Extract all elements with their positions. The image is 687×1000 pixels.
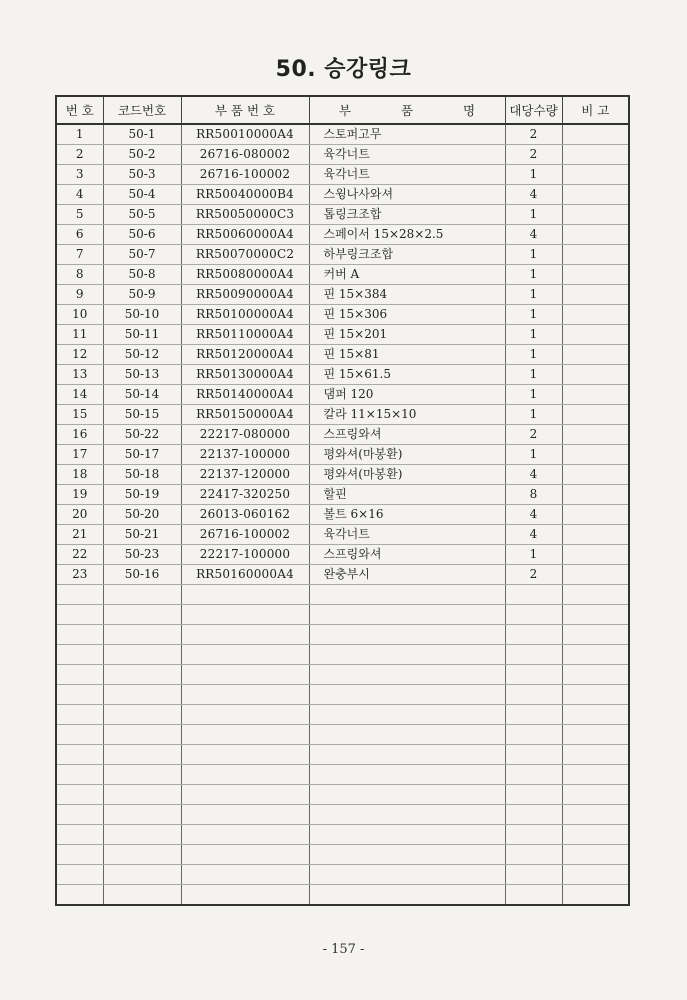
cell-remark [562,225,629,245]
cell-name: 커버 A [309,265,505,285]
cell-qty [505,845,562,865]
cell-qty: 4 [505,225,562,245]
cell-remark [562,685,629,705]
cell-code: 50-21 [103,525,181,545]
cell-name: 볼트 6×16 [309,505,505,525]
cell-remark [562,725,629,745]
cell-code [103,745,181,765]
cell-remark [562,865,629,885]
table-row [56,805,629,825]
cell-part-no [181,605,309,625]
cell-name: 육각너트 [309,525,505,545]
cell-no: 13 [56,365,103,385]
cell-no [56,705,103,725]
cell-qty: 1 [505,345,562,365]
cell-part-no: RR50130000A4 [181,365,309,385]
cell-remark [562,165,629,185]
cell-code: 50-16 [103,565,181,585]
page-number: - 157 - [322,942,365,957]
cell-code: 50-15 [103,405,181,425]
cell-code [103,805,181,825]
header-code: 코드번호 [103,96,181,124]
table-row [56,525,629,545]
cell-qty [505,685,562,705]
table-row [56,685,629,705]
cell-remark [562,805,629,825]
cell-no: 15 [56,405,103,425]
cell-code [103,605,181,625]
cell-code: 50-6 [103,225,181,245]
cell-name [309,585,505,605]
cell-qty: 1 [505,245,562,265]
cell-name: 완충부시 [309,565,505,585]
cell-name: 평와셔(마봉환) [309,465,505,485]
cell-qty [505,645,562,665]
cell-part-no: 22137-100000 [181,445,309,465]
table-row [56,245,629,265]
cell-part-no [181,625,309,645]
cell-part-no: 22417-320250 [181,485,309,505]
cell-part-no [181,825,309,845]
cell-no [56,725,103,745]
cell-code: 50-14 [103,385,181,405]
cell-remark [562,645,629,665]
cell-name: 칼라 11×15×10 [309,405,505,425]
cell-no: 12 [56,345,103,365]
cell-name: 육각너트 [309,145,505,165]
cell-name: 스프링와셔 [309,425,505,445]
cell-remark [562,205,629,225]
cell-qty: 4 [505,525,562,545]
cell-name [309,805,505,825]
cell-remark [562,185,629,205]
cell-code: 50-19 [103,485,181,505]
cell-name: 핀 15×81 [309,345,505,365]
cell-remark [562,425,629,445]
cell-name [309,865,505,885]
cell-qty: 1 [505,285,562,305]
table-row [56,465,629,485]
cell-qty: 1 [505,325,562,345]
table-row [56,565,629,585]
cell-remark [562,625,629,645]
cell-part-no: RR50080000A4 [181,265,309,285]
table-row [56,605,629,625]
table-row [56,785,629,805]
cell-no [56,665,103,685]
cell-name [309,625,505,645]
page-title: 50. 승강링크 [275,57,412,82]
table-row [56,725,629,745]
cell-part-no: RR50110000A4 [181,325,309,345]
header-no: 번 호 [56,96,103,124]
cell-remark [562,245,629,265]
cell-code [103,685,181,705]
cell-remark [562,505,629,525]
table-row [56,865,629,885]
table-row [56,825,629,845]
cell-name: 핀 15×201 [309,325,505,345]
cell-name [309,685,505,705]
table-row [56,445,629,465]
header-part-no: 부 품 번 호 [181,96,309,124]
cell-code [103,625,181,645]
cell-code: 50-10 [103,305,181,325]
table-row [56,225,629,245]
cell-code [103,705,181,725]
cell-code [103,585,181,605]
cell-code [103,825,181,845]
table-row [56,145,629,165]
cell-name: 스프링와셔 [309,545,505,565]
cell-part-no: RR50010000A4 [181,124,309,145]
cell-code: 50-1 [103,124,181,145]
table-row [56,305,629,325]
cell-part-no: RR50090000A4 [181,285,309,305]
cell-qty: 1 [505,445,562,465]
cell-no [56,645,103,665]
cell-part-no: RR50140000A4 [181,385,309,405]
cell-name [309,885,505,906]
cell-qty [505,765,562,785]
cell-remark [562,885,629,906]
cell-no [56,605,103,625]
cell-name: 핀 15×306 [309,305,505,325]
header-name: 부 품 명 [309,96,505,124]
cell-remark [562,305,629,325]
cell-name: 할핀 [309,485,505,505]
table-row [56,885,629,906]
cell-code: 50-5 [103,205,181,225]
cell-name: 하부링크조합 [309,245,505,265]
cell-name [309,745,505,765]
cell-name [309,825,505,845]
cell-code: 50-23 [103,545,181,565]
cell-no: 4 [56,185,103,205]
cell-name [309,705,505,725]
cell-qty [505,865,562,885]
cell-no [56,765,103,785]
cell-no [56,845,103,865]
cell-part-no: 22137-120000 [181,465,309,485]
cell-qty [505,605,562,625]
cell-part-no: RR50060000A4 [181,225,309,245]
cell-part-no [181,645,309,665]
cell-remark [562,565,629,585]
cell-no [56,865,103,885]
cell-remark [562,745,629,765]
cell-part-no: 26013-060162 [181,505,309,525]
cell-part-no: 26716-100002 [181,525,309,545]
cell-part-no [181,765,309,785]
cell-no: 3 [56,165,103,185]
table-row [56,165,629,185]
cell-qty: 4 [505,505,562,525]
cell-no: 20 [56,505,103,525]
table-row [56,845,629,865]
cell-part-no [181,785,309,805]
table-row [56,625,629,645]
cell-qty [505,805,562,825]
cell-qty: 1 [505,385,562,405]
cell-remark [562,845,629,865]
cell-no: 22 [56,545,103,565]
cell-part-no: RR50040000B4 [181,185,309,205]
cell-no: 18 [56,465,103,485]
cell-name: 스페이서 15×28×2.5 [309,225,505,245]
cell-no: 11 [56,325,103,345]
cell-part-no: RR50120000A4 [181,345,309,365]
table-row [56,385,629,405]
cell-no [56,785,103,805]
cell-remark [562,145,629,165]
cell-remark [562,285,629,305]
cell-name: 톱링크조합 [309,205,505,225]
table-row [56,485,629,505]
cell-part-no: 22217-100000 [181,545,309,565]
cell-remark [562,825,629,845]
cell-no: 16 [56,425,103,445]
cell-no: 21 [56,525,103,545]
cell-qty [505,745,562,765]
cell-no: 14 [56,385,103,405]
table-body [56,124,629,905]
cell-no: 6 [56,225,103,245]
cell-no: 5 [56,205,103,225]
cell-code: 50-20 [103,505,181,525]
cell-no: 10 [56,305,103,325]
cell-code: 50-4 [103,185,181,205]
cell-no [56,745,103,765]
cell-no [56,805,103,825]
cell-code [103,885,181,906]
cell-remark [562,325,629,345]
table-row [56,665,629,685]
cell-code: 50-11 [103,325,181,345]
cell-name [309,785,505,805]
cell-part-no [181,745,309,765]
cell-qty: 1 [505,165,562,185]
cell-name [309,645,505,665]
cell-qty: 4 [505,465,562,485]
cell-code: 50-18 [103,465,181,485]
cell-code: 50-2 [103,145,181,165]
cell-name: 스윙나사와셔 [309,185,505,205]
table-row [56,185,629,205]
header-row [56,96,629,124]
cell-name: 육각너트 [309,165,505,185]
cell-part-no [181,685,309,705]
cell-code: 50-9 [103,285,181,305]
cell-qty [505,625,562,645]
cell-code [103,645,181,665]
cell-no: 1 [56,124,103,145]
cell-qty [505,785,562,805]
cell-name [309,765,505,785]
cell-no: 2 [56,145,103,165]
cell-no: 9 [56,285,103,305]
cell-part-no [181,885,309,906]
cell-no [56,685,103,705]
cell-name [309,845,505,865]
cell-remark [562,405,629,425]
cell-qty: 2 [505,425,562,445]
cell-name [309,665,505,685]
cell-qty [505,705,562,725]
cell-qty [505,725,562,745]
cell-qty [505,585,562,605]
cell-part-no: RR50160000A4 [181,565,309,585]
cell-qty: 2 [505,565,562,585]
cell-qty: 2 [505,145,562,165]
table-row [56,765,629,785]
cell-qty: 1 [505,265,562,285]
cell-part-no: RR50100000A4 [181,305,309,325]
cell-code [103,725,181,745]
cell-remark [562,385,629,405]
cell-qty: 1 [505,205,562,225]
cell-no [56,825,103,845]
table-row [56,265,629,285]
cell-name: 스토퍼고무 [309,124,505,145]
cell-code [103,865,181,885]
cell-remark [562,785,629,805]
cell-name [309,605,505,625]
table-row [56,345,629,365]
table-row [56,705,629,725]
table-row [56,545,629,565]
cell-part-no: 26716-100002 [181,165,309,185]
cell-no [56,585,103,605]
cell-name: 평와셔(마봉환) [309,445,505,465]
table-row [56,285,629,305]
cell-name [309,725,505,745]
cell-name: 댐퍼 120 [309,385,505,405]
table-row [56,645,629,665]
cell-remark [562,605,629,625]
cell-part-no [181,805,309,825]
cell-remark [562,665,629,685]
cell-qty: 1 [505,405,562,425]
table-row [56,425,629,445]
cell-no: 17 [56,445,103,465]
cell-remark [562,265,629,285]
cell-qty: 2 [505,124,562,145]
cell-qty [505,825,562,845]
cell-part-no [181,725,309,745]
cell-code: 50-12 [103,345,181,365]
cell-part-no: RR50070000C2 [181,245,309,265]
cell-code [103,765,181,785]
cell-remark [562,765,629,785]
cell-code: 50-7 [103,245,181,265]
cell-remark [562,705,629,725]
header-qty: 대당수량 [505,96,562,124]
cell-qty [505,665,562,685]
cell-qty: 4 [505,185,562,205]
cell-code: 50-13 [103,365,181,385]
cell-qty: 1 [505,365,562,385]
cell-part-no: RR50150000A4 [181,405,309,425]
cell-code [103,785,181,805]
cell-no: 7 [56,245,103,265]
cell-remark [562,345,629,365]
cell-code [103,665,181,685]
cell-code [103,845,181,865]
cell-part-no [181,705,309,725]
cell-no [56,885,103,906]
cell-no: 23 [56,565,103,585]
cell-code: 50-22 [103,425,181,445]
cell-part-no [181,845,309,865]
table-row [56,124,629,145]
cell-no [56,625,103,645]
table-row [56,405,629,425]
table-row [56,365,629,385]
cell-qty [505,885,562,906]
table-row [56,505,629,525]
cell-qty: 1 [505,545,562,565]
cell-remark [562,525,629,545]
cell-part-no: RR50050000C3 [181,205,309,225]
table-row [56,205,629,225]
cell-remark [562,585,629,605]
header-remark: 비 고 [562,96,629,124]
parts-table [55,95,630,906]
cell-code: 50-17 [103,445,181,465]
cell-qty: 8 [505,485,562,505]
cell-part-no [181,665,309,685]
cell-no: 19 [56,485,103,505]
cell-part-no [181,865,309,885]
cell-code: 50-3 [103,165,181,185]
cell-no: 8 [56,265,103,285]
cell-remark [562,445,629,465]
cell-name: 핀 15×384 [309,285,505,305]
cell-qty: 1 [505,305,562,325]
cell-remark [562,545,629,565]
cell-part-no: 22217-080000 [181,425,309,445]
table-row [56,325,629,345]
cell-remark [562,365,629,385]
cell-code: 50-8 [103,265,181,285]
cell-remark [562,485,629,505]
cell-part-no [181,585,309,605]
cell-remark [562,465,629,485]
cell-name: 핀 15×61.5 [309,365,505,385]
cell-part-no: 26716-080002 [181,145,309,165]
cell-remark [562,124,629,145]
table-row [56,585,629,605]
table-row [56,745,629,765]
